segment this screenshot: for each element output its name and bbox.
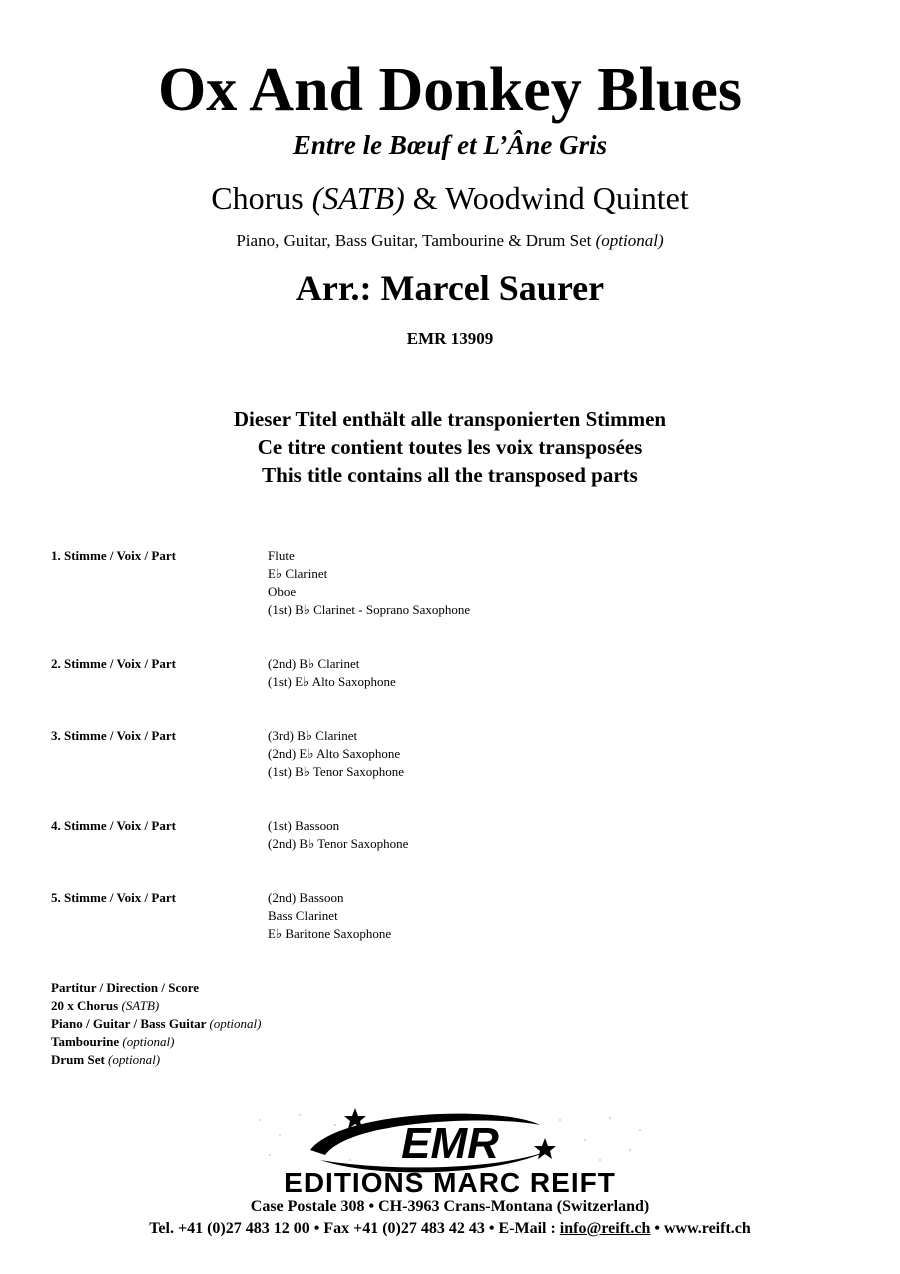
part-instruments [268, 655, 396, 691]
instrumentation-pre: Chorus [211, 180, 312, 216]
instrument: (3rd) B♭ Clarinet [268, 728, 358, 743]
chorus-item: 20 x Chorus (SATB) [51, 998, 160, 1013]
notice-fr: Ce titre contient toutes les voix transposées [257, 435, 643, 459]
instrument: (1st) E♭ Alto Saxophone [268, 674, 396, 689]
instrumentation [0, 178, 900, 218]
instrument: E♭ Clarinet [268, 566, 328, 581]
drums-item: Drum Set (optional) [51, 1052, 161, 1067]
logo-mark: EMR [401, 1119, 499, 1168]
star-icon [534, 1138, 556, 1159]
instrument: E♭ Baritone Saxophone [268, 926, 392, 941]
score-item: Partitur / Direction / Score [51, 980, 200, 995]
catalog-code: EMR 13909 [406, 329, 494, 348]
contact-phone-fax: Tel. +41 (0)27 483 12 00 • Fax +41 (0)27 483 42 43 • E-Mail : [149, 1220, 560, 1237]
transposition-notice [0, 405, 900, 489]
instrument: (1st) B♭ Tenor Saxophone [268, 764, 405, 779]
page-title: Ox And Donkey Blues [157, 56, 742, 124]
website[interactable]: • www.reift.ch [650, 1220, 751, 1237]
instrumentation-satb: (SATB) [311, 180, 405, 216]
optional-label: (optional) [595, 231, 664, 250]
part-instruments [268, 547, 470, 619]
arranger: Arr.: Marcel Saurer [295, 268, 605, 308]
part-label: 3. Stimme / Voix / Part [51, 728, 176, 743]
optional-instruments-text: Piano, Guitar, Bass Guitar, Tambourine & Drum Set [236, 231, 596, 250]
notice-de: Dieser Titel enthält alle transponierten Stimmen [233, 407, 667, 431]
instrument: (1st) B♭ Clarinet - Soprano Saxophone [268, 602, 471, 617]
instrument: (2nd) Bassoon [268, 890, 344, 905]
part-label: 1. Stimme / Voix / Part [51, 548, 176, 563]
part-instruments [268, 727, 404, 781]
part-label: 5. Stimme / Voix / Part [51, 890, 176, 905]
part-label: 4. Stimme / Voix / Part [51, 818, 176, 833]
email-link[interactable]: info@reift.ch [559, 1220, 651, 1237]
score-list [51, 979, 261, 1069]
piano-item: Piano / Guitar / Bass Guitar (optional) [51, 1016, 262, 1031]
instrument: (2nd) E♭ Alto Saxophone [268, 746, 401, 761]
instrument: Bass Clarinet [268, 908, 338, 923]
part-instruments [268, 817, 408, 853]
publisher-contact [0, 1219, 900, 1239]
notice-en: This title contains all the transposed parts [262, 463, 638, 487]
instrument: (2nd) B♭ Tenor Saxophone [268, 836, 409, 851]
tambourine-item: Tambourine (optional) [51, 1034, 175, 1049]
part-instruments [268, 889, 391, 943]
part-label: 2. Stimme / Voix / Part [51, 656, 176, 671]
instrument: (2nd) B♭ Clarinet [268, 656, 360, 671]
publisher-address: Case Postale 308 • CH-3963 Crans-Montana (Switzerland) [250, 1198, 650, 1215]
instrument: (1st) Bassoon [268, 818, 340, 833]
instrument: Oboe [268, 584, 297, 599]
instrumentation-post: & Woodwind Quintet [404, 180, 689, 216]
optional-instruments [0, 230, 900, 252]
instrument: Flute [268, 548, 295, 563]
publisher-name: EDITIONS MARC REIFT [284, 1167, 616, 1198]
subtitle: Entre le Bœuf et L’Âne Gris [292, 130, 608, 160]
